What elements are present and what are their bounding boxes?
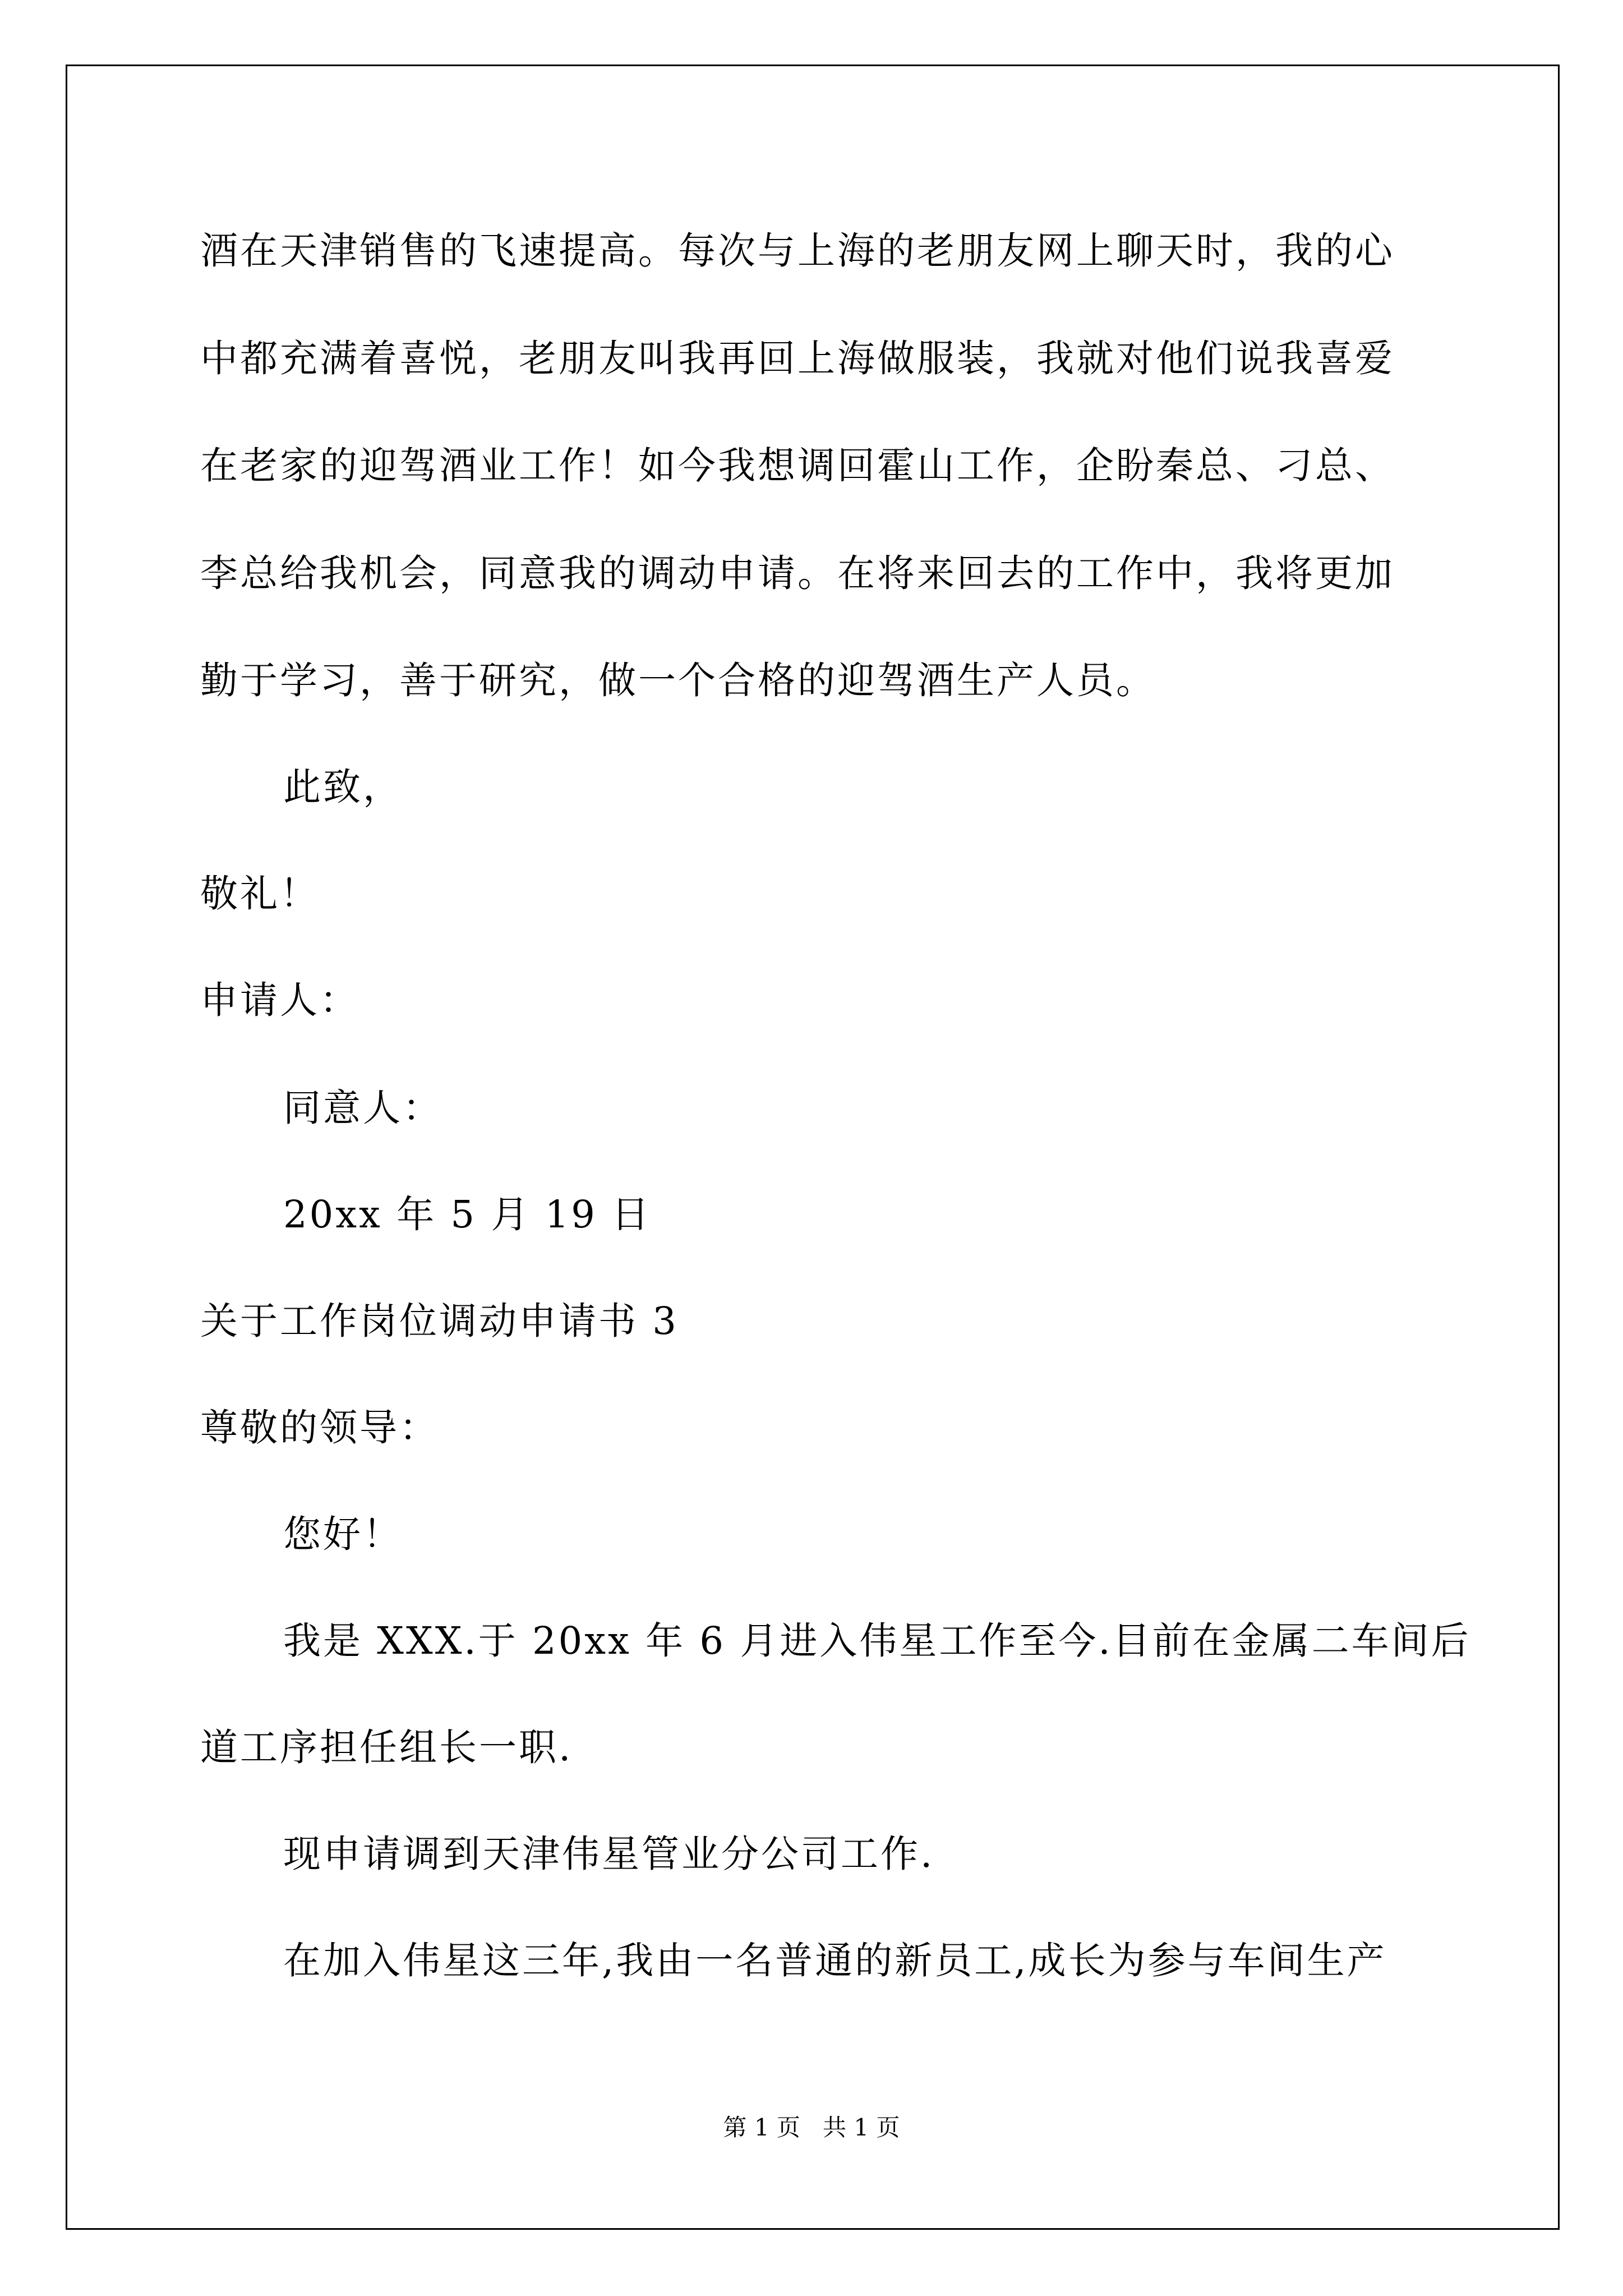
approver-label: 同意人： bbox=[283, 1086, 442, 1130]
greeting-line: 尊敬的领导： bbox=[200, 1406, 439, 1450]
body-text-line: 道工序担任组长一职. bbox=[200, 1726, 573, 1769]
page-footer: 第 1 页 共 1 页 bbox=[723, 2114, 900, 2141]
applicant-label: 申请人： bbox=[200, 978, 359, 1022]
greeting-hello: 您好！ bbox=[283, 1512, 403, 1556]
body-text-line: 在老家的迎驾酒业工作！如今我想调回霍山工作，企盼秦总、刁总、 bbox=[200, 444, 1395, 487]
closing-salutation: 此致， bbox=[283, 765, 403, 809]
body-text-line: 在加入伟星这三年,我由一名普通的新员工,成长为参与车间生产 bbox=[283, 1939, 1387, 1982]
body-text-line: 中都充满着喜悦，老朋友叫我再回上海做服装，我就对他们说我喜爱 bbox=[200, 337, 1395, 380]
body-text-line: 我是 XXX.于 20xx 年 6 月进入伟星工作至今.目前在金属二车间后 bbox=[283, 1619, 1471, 1663]
body-text-line: 酒在天津销售的飞速提高。每次与上海的老朋友网上聊天时，我的心 bbox=[200, 229, 1395, 273]
body-text-line: 勤于学习，善于研究，做一个合格的迎驾酒生产人员。 bbox=[200, 659, 1156, 702]
closing-respect: 敬礼！ bbox=[200, 872, 320, 915]
section-title: 关于工作岗位调动申请书 3 bbox=[200, 1299, 679, 1343]
page-border bbox=[66, 65, 1560, 2230]
date-line: 20xx 年 5 月 19 日 bbox=[283, 1193, 652, 1236]
body-text-line: 李总给我机会，同意我的调动申请。在将来回去的工作中，我将更加 bbox=[200, 551, 1395, 595]
body-text-line: 现申请调到天津伟星管业分公司工作. bbox=[283, 1832, 935, 1876]
